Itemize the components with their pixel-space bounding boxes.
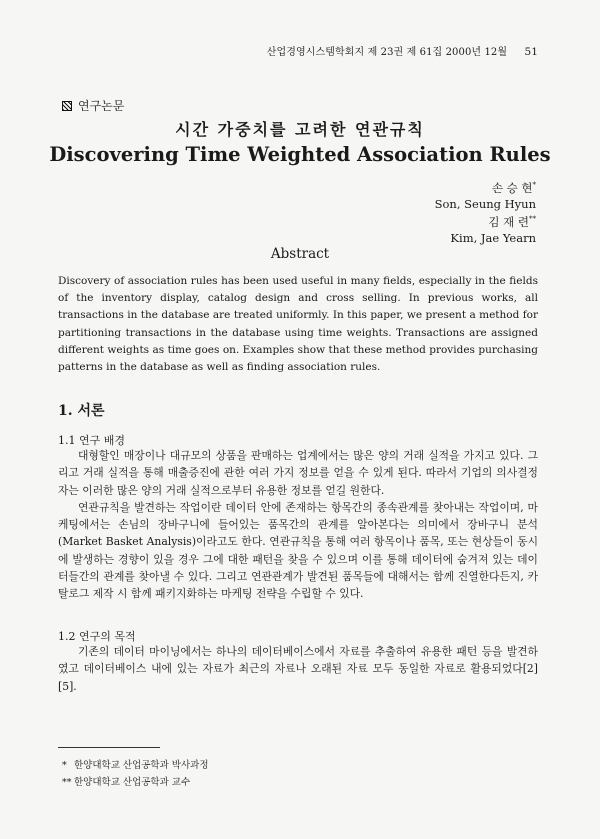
category-label: 연구논문 bbox=[78, 99, 125, 113]
author-1-korean: 손 승 현* bbox=[491, 181, 536, 195]
title-korean: 시간 가중치를 고려한 연관규칙 bbox=[175, 120, 425, 139]
title-english: Discovering Time Weighted Association Rules bbox=[49, 143, 551, 166]
section-heading: 1. 서론 bbox=[58, 403, 105, 419]
section-1-2-body bbox=[58, 643, 538, 695]
paragraph: 연관규칙을 발견하는 작업이란 데이터 안에 존재하는 항목간의 종속관계를 찾아내는 작업이며, 마케팅에서는 손님의 장바구니에 들어있는 품목간의 관계를 알아본다는 의미에서 장바구니 분석(Market Basket Analysis)이라고도 한다. 연관규칙을 통해 여러 항목이나 품목, 또는 현상들이 동시에 발생하는 경향이 있을 경우 그에 대한 패턴을 찾을 수 있으며 이를 통해 데이터에 숨겨져 있는 데이터들간의 관계를 찾아낼 수 있다. 그리고 연관관계가 발견된 품목들에 대해서는 함께 진열한다든지, 카탈로그 제작 시 함께 패키지화하는 마케팅 전략을 수립할 수 있다. bbox=[58, 500, 538, 601]
footnote-1: * 한양대학교 산업공학과 박사과정 bbox=[62, 760, 209, 771]
hatched-square-icon bbox=[62, 101, 72, 111]
paragraph: 기존의 데이터 마이닝에서는 하나의 데이터베이스에서 자료를 추출하여 유용한 패턴 등을 발견하였고 데이터베이스 내에 있는 자료가 최근의 자료나 오래된 자료 모두 동일한 자료로 활용되었다[2][5]. bbox=[58, 645, 538, 693]
page-number: 51 bbox=[524, 46, 538, 58]
subsection-heading-1-1: 1.1 연구 배경 bbox=[58, 434, 125, 447]
running-header bbox=[267, 43, 538, 58]
author-2-english: Kim, Jae Yearn bbox=[450, 231, 536, 245]
journal-info: 산업경영시스템학회지 제 23권 제 61집 2000년 12월 bbox=[266, 47, 508, 58]
footnote-divider bbox=[58, 747, 160, 748]
paragraph: 대형할인 매장이나 대규모의 상품을 판매하는 업계에서는 많은 양의 거래 실적을 가지고 있다. 그리고 거래 실적을 통해 매출증진에 관한 여러 가지 정보를 얻을 수 있게 된다. 따라서 기업의 의사결정자는 이러한 많은 양의 거래 실적으로부터 유용한 정보를 얻길 원한다. bbox=[58, 449, 538, 497]
abstract-heading: Abstract bbox=[270, 246, 330, 262]
subsection-heading-1-2: 1.2 연구의 목적 bbox=[58, 630, 136, 643]
author-2-korean: 김 재 련** bbox=[488, 215, 536, 229]
author-1-english: Son, Seung Hyun bbox=[434, 197, 536, 211]
paper-category bbox=[62, 97, 124, 114]
abstract-text: Discovery of association rules has been used useful in many fields, especially in the fields of the inventory display, catalog design and cross selling. In previous works, all transactions in the database are treated uniformly. In this paper, we present a method for partitioning transactions in the database using time weights. Transactions are assigned different weights as time goes on. Examples show that these method provides purchasing patterns in the database as well as finding association rules. bbox=[58, 275, 538, 374]
footnote-2: ** 한양대학교 산업공학과 교수 bbox=[62, 777, 191, 788]
section-1-1-body bbox=[58, 447, 538, 603]
